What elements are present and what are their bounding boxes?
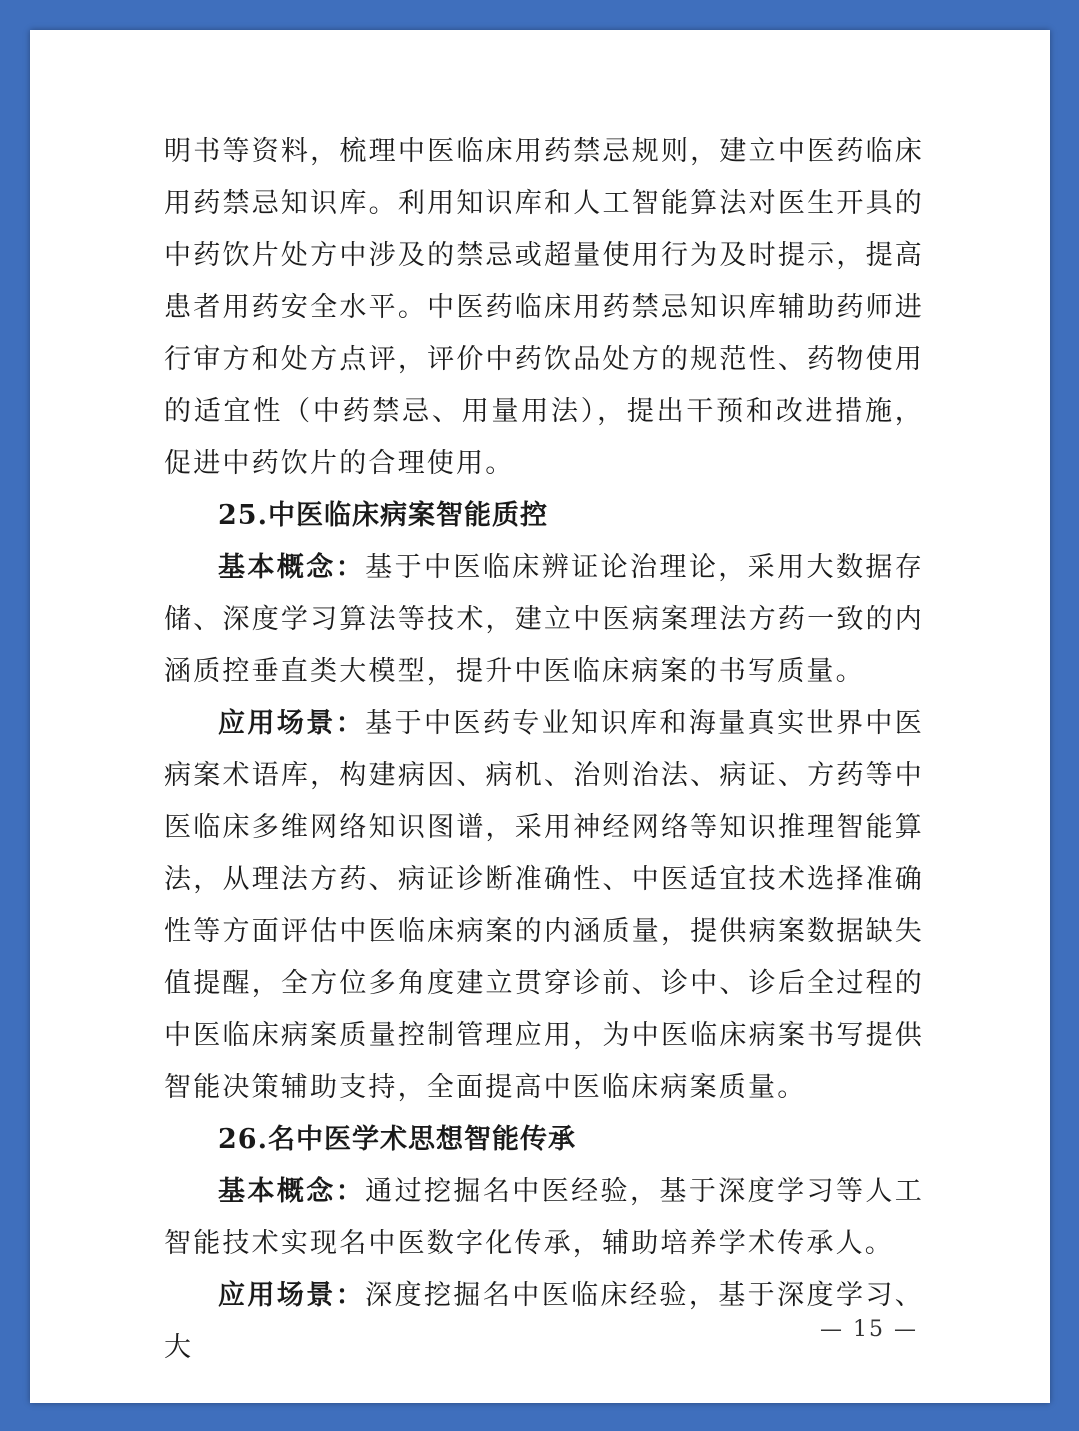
section-26-concept [164,1166,924,1270]
section-26-scenario [164,1270,924,1374]
concept-label: 基本概念： [218,552,366,583]
scenario-text: 深度挖掘名中医临床经验，基于深度学习、大 [164,1280,924,1363]
scenario-label: 应用场景： [218,708,366,739]
section-25-concept [164,542,924,698]
scenario-label: 应用场景： [218,1280,366,1311]
section-26-title: 26.名中医学术思想智能传承 [218,1124,576,1155]
concept-label: 基本概念： [218,1176,366,1207]
section-25-title: 25.中医临床病案智能质控 [218,500,548,531]
document-body [164,126,924,1374]
scenario-text: 基于中医药专业知识库和海量真实世界中医病案术语库，构建病因、病机、治则治法、病证、方药等中医临床多维网络知识图谱，采用神经网络等知识推理智能算法，从理法方药、病证诊断准确性、中医适宜技术选择准确性等方面评估中医临床病案的内涵质量，提供病案数据缺失值提醒，全方位多角度建立贯穿诊前、诊中、诊后全过程的中医临床病案质量控制管理应用，为中医临床病案书写提供智能决策辅助支持，全面提高中医临床病案质量。 [164,708,924,1103]
concept-text: 通过挖掘名中医经验，基于深度学习等人工智能技术实现名中医数字化传承，辅助培养学术传承人。 [164,1176,924,1259]
page-number: — 15 — [820,1317,918,1342]
concept-text: 基于中医临床辨证论治理论，采用大数据存储、深度学习算法等技术，建立中医病案理法方药一致的内涵质控垂直类大模型，提升中医临床病案的书写质量。 [164,552,924,687]
paragraph-continuation: 明书等资料，梳理中医临床用药禁忌规则，建立中医药临床用药禁忌知识库。利用知识库和人工智能算法对医生开具的中药饮片处方中涉及的禁忌或超量使用行为及时提示，提高患者用药安全水平。中医药临床用药禁忌知识库辅助药师进行审方和处方点评，评价中药饮品处方的规范性、药物使用的适宜性（中药禁忌、用量用法），提出干预和改进措施，促进中药饮片的合理使用。 [164,136,924,479]
section-25-scenario [164,698,924,1114]
document-page [30,30,1050,1403]
watermark-badge-icon [1004,1376,1044,1392]
